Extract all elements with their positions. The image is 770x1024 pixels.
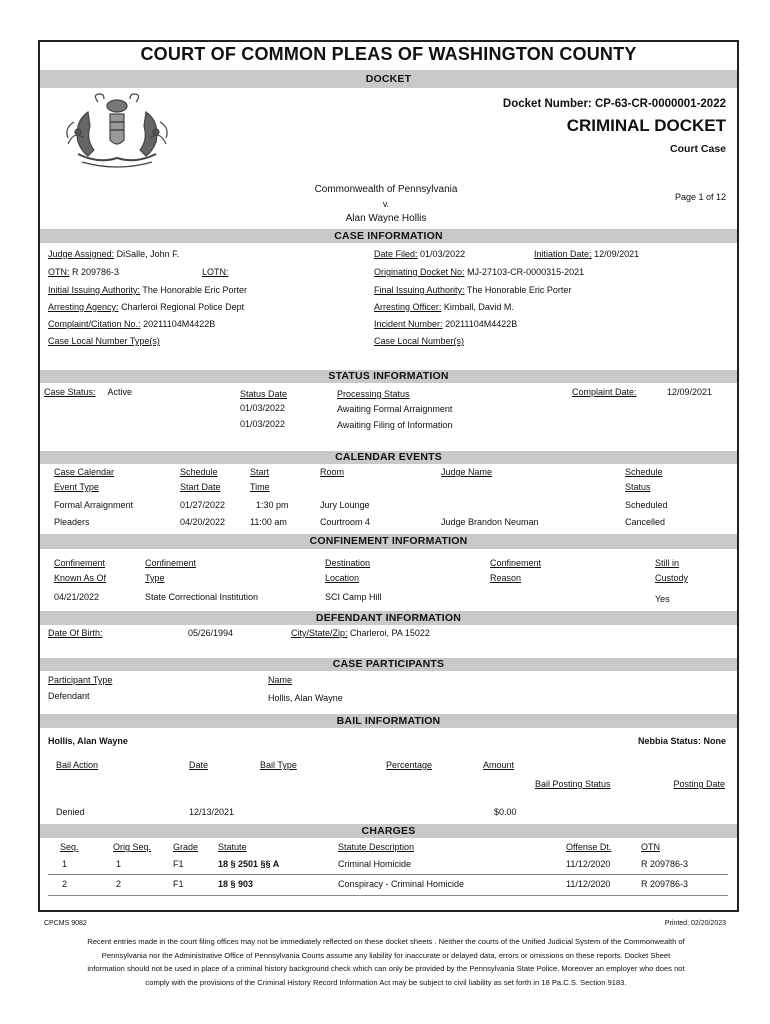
calendar-header-status: Status — [625, 482, 651, 492]
status-row-date: 01/03/2022 — [240, 419, 286, 429]
calendar-events-bar: CALENDAR EVENTS — [40, 451, 737, 464]
initial-issuing-authority: Initial Issuing Authority: The Honorable Eric Porter — [48, 285, 247, 295]
charge-description: Criminal Homicide — [338, 859, 412, 869]
calendar-header-room: Room — [320, 467, 345, 477]
calendar-header-judge: Judge Name — [441, 467, 493, 477]
bail-type-header: Bail Type — [260, 760, 297, 770]
final-issuing-authority: Final Issuing Authority: The Honorable Eric Porter — [374, 285, 572, 295]
calendar-header-event: Event Type — [54, 482, 99, 492]
docket-type: CRIMINAL DOCKET — [566, 116, 726, 135]
docket-bar: DOCKET — [40, 70, 737, 88]
complaint-date-label: Complaint Date: — [572, 387, 637, 397]
form-number: CPCMS 9082 — [44, 920, 87, 927]
bail-date-header: Date — [189, 760, 209, 770]
charge-grade: F1 — [173, 879, 184, 889]
calendar-row-date: 04/20/2022 — [180, 517, 226, 527]
calendar-row-date: 01/27/2022 — [180, 500, 226, 510]
participant-name-header: Name — [268, 675, 293, 685]
charges-header-description: Statute Description — [338, 842, 415, 852]
complaint-date-value: 12/09/2021 — [667, 387, 713, 397]
confinement-header-custody: Still in — [655, 558, 680, 568]
lotn-label: LOTN: — [202, 267, 229, 277]
case-status: Case Status: Active — [44, 387, 133, 397]
court-title: COURT OF COMMON PLEAS OF WASHINGTON COUNTY — [140, 44, 637, 64]
charge-statute: 18 § 2501 §§ A — [218, 859, 280, 869]
calendar-row-event: Pleaders — [54, 517, 90, 527]
page-number: Page 1 of 12 — [674, 192, 726, 202]
charge-row-divider — [48, 895, 728, 896]
bail-amount: $0.00 — [494, 807, 517, 817]
confinement-header-type: Confinement — [145, 558, 197, 568]
charge-seq: 1 — [62, 859, 68, 869]
confinement-header-known: Known As Of — [54, 573, 107, 583]
dob-label: Date Of Birth: — [48, 628, 103, 638]
confinement-header-destination: Destination — [325, 558, 371, 568]
date-filed: Date Filed: 01/03/2022 — [374, 249, 466, 259]
calendar-header-schedule: Schedule — [180, 467, 218, 477]
defendant-information-bar: DEFENDANT INFORMATION — [40, 611, 737, 625]
charge-orig-seq: 1 — [116, 859, 122, 869]
calendar-header-event: Case Calendar — [54, 467, 115, 477]
charges-header-orig-seq: Orig Seq. — [113, 842, 152, 852]
confinement-information-bar: CONFINEMENT INFORMATION — [40, 534, 737, 549]
charge-description: Conspiracy - Criminal Homicide — [338, 879, 465, 889]
court-case-label: Court Case — [669, 143, 726, 155]
case-information-bar: CASE INFORMATION — [40, 229, 737, 243]
charges-header-otn: OTN — [641, 842, 660, 852]
calendar-row-status: Cancelled — [625, 517, 666, 527]
status-information-bar: STATUS INFORMATION — [40, 370, 737, 383]
docket-number: Docket Number: CP-63-CR-0000001-2022 — [502, 98, 726, 110]
charges-header-grade: Grade — [173, 842, 199, 852]
calendar-row-judge: Judge Brandon Neuman — [441, 517, 539, 527]
charge-offense-date: 11/12/2020 — [566, 879, 611, 889]
bail-posting-status-header: Bail Posting Status — [535, 779, 611, 789]
calendar-header-schedule: Start Date — [180, 482, 221, 492]
confinement-type: State Correctional Institution — [145, 592, 259, 602]
charge-offense-date: 11/12/2020 — [566, 859, 611, 869]
calendar-row-time: 11:00 am — [250, 517, 287, 527]
disclaimer-text: Recent entries made in the court filing offices may not be immediately reflected on these docket sheets . Neither the courts of the Unified Judicial System of the Commonwealth of Pennsylvania nor the Administrative Office of Pennsylvania Courts assume any liability for inaccurate or delayed data, errors or omissions on these reports. Docket Sheet information should not be used in place of a criminal history background check which can only be provided by the Pennsylvania State Police. Moreover an employer who does not comply with the provisions of the Criminal History Record Information Act may be subject to civil liability as set forth in 18 Pa.C.S. Section 9183. — [87, 937, 685, 987]
processing-status-header: Processing Status — [337, 389, 410, 399]
bail-defendant-name: Hollis, Alan Wayne — [48, 736, 128, 746]
calendar-row-room: Courtroom 4 — [320, 517, 371, 527]
initiation-date: Initiation Date: 12/09/2021 — [534, 249, 640, 259]
case-participants-bar: CASE PARTICIPANTS — [40, 658, 737, 671]
city-state-zip: City/State/Zip: Charleroi, PA 15022 — [291, 628, 430, 638]
charge-orig-seq: 2 — [116, 879, 122, 889]
status-row-status: Awaiting Formal Arraignment — [337, 404, 453, 414]
bail-action: Denied — [56, 807, 85, 817]
bail-posting-date-header: Posting Date — [673, 779, 725, 789]
charge-otn: R 209786-3 — [641, 879, 689, 889]
judge-assigned: Judge Assigned: DiSalle, John F. — [48, 249, 180, 259]
calendar-header-status: Schedule — [625, 467, 663, 477]
caption-plaintiff: Commonwealth of Pennsylvania — [314, 184, 458, 195]
confinement-header-custody: Custody — [655, 573, 689, 583]
originating-docket: Originating Docket No: MJ-27103-CR-0000315-2021 — [374, 267, 585, 277]
bail-information-bar: BAIL INFORMATION — [40, 714, 737, 728]
caption-defendant: Alan Wayne Hollis — [345, 213, 427, 224]
case-local-number-label: Case Local Number(s) — [374, 336, 465, 346]
pennsylvania-seal-icon — [58, 92, 176, 172]
status-row-status: Awaiting Filing of Information — [337, 420, 453, 430]
nebbia-status: Nebbia Status: None — [637, 736, 726, 746]
participant-type-header: Participant Type — [48, 675, 113, 685]
charge-seq: 2 — [62, 879, 68, 889]
incident-number: Incident Number: 20211104M4422B — [374, 319, 518, 329]
bail-percentage-header: Percentage — [386, 760, 433, 770]
status-date-header: Status Date — [240, 389, 288, 399]
confinement-still-in-custody: Yes — [655, 594, 670, 604]
calendar-row-event: Formal Arraignment — [54, 500, 134, 510]
calendar-row-time: 1:30 pm — [256, 500, 289, 510]
confinement-known-as-of: 04/21/2022 — [54, 592, 100, 602]
participant-name: Hollis, Alan Wayne — [268, 693, 343, 703]
confinement-header-type: Type — [145, 573, 165, 583]
charge-statute: 18 § 903 — [218, 879, 254, 889]
caption-versus: v. — [382, 199, 390, 209]
confinement-header-reason: Confinement — [490, 558, 542, 568]
complaint-citation-no: Complaint/Citation No.: 20211104M4422B — [48, 319, 216, 329]
charges-header-seq: Seq. — [60, 842, 79, 852]
calendar-row-status: Scheduled — [625, 500, 668, 510]
bail-date: 12/13/2021 — [189, 807, 235, 817]
charges-header-statute: Statute — [218, 842, 247, 852]
charges-bar: CHARGES — [40, 824, 737, 838]
calendar-row-room: Jury Lounge — [320, 500, 370, 510]
bail-amount-header: Amount — [483, 760, 515, 770]
arresting-agency: Arresting Agency: Charleroi Regional Police Dept — [48, 302, 245, 312]
charge-grade: F1 — [173, 859, 184, 869]
charges-header-offense-date: Offense Dt. — [566, 842, 612, 852]
charge-otn: R 209786-3 — [641, 859, 689, 869]
printed-date: Printed: 02/20/2023 — [664, 920, 726, 927]
otn: OTN: R 209786-3 — [48, 267, 120, 277]
confinement-header-destination: Location — [325, 573, 360, 583]
participant-type: Defendant — [48, 691, 90, 701]
calendar-header-start: Time — [250, 482, 270, 492]
confinement-header-known: Confinement — [54, 558, 106, 568]
status-row-date: 01/03/2022 — [240, 403, 286, 413]
case-local-number-type-label: Case Local Number Type(s) — [48, 336, 160, 346]
confinement-location: SCI Camp Hill — [325, 592, 382, 602]
charge-row-divider — [48, 874, 728, 875]
bail-action-header: Bail Action — [56, 760, 99, 770]
calendar-header-start: Start — [250, 467, 270, 477]
arresting-officer: Arresting Officer: Kimball, David M. — [374, 302, 514, 312]
dob-value: 05/26/1994 — [188, 628, 234, 638]
confinement-header-reason: Reason — [490, 573, 522, 583]
